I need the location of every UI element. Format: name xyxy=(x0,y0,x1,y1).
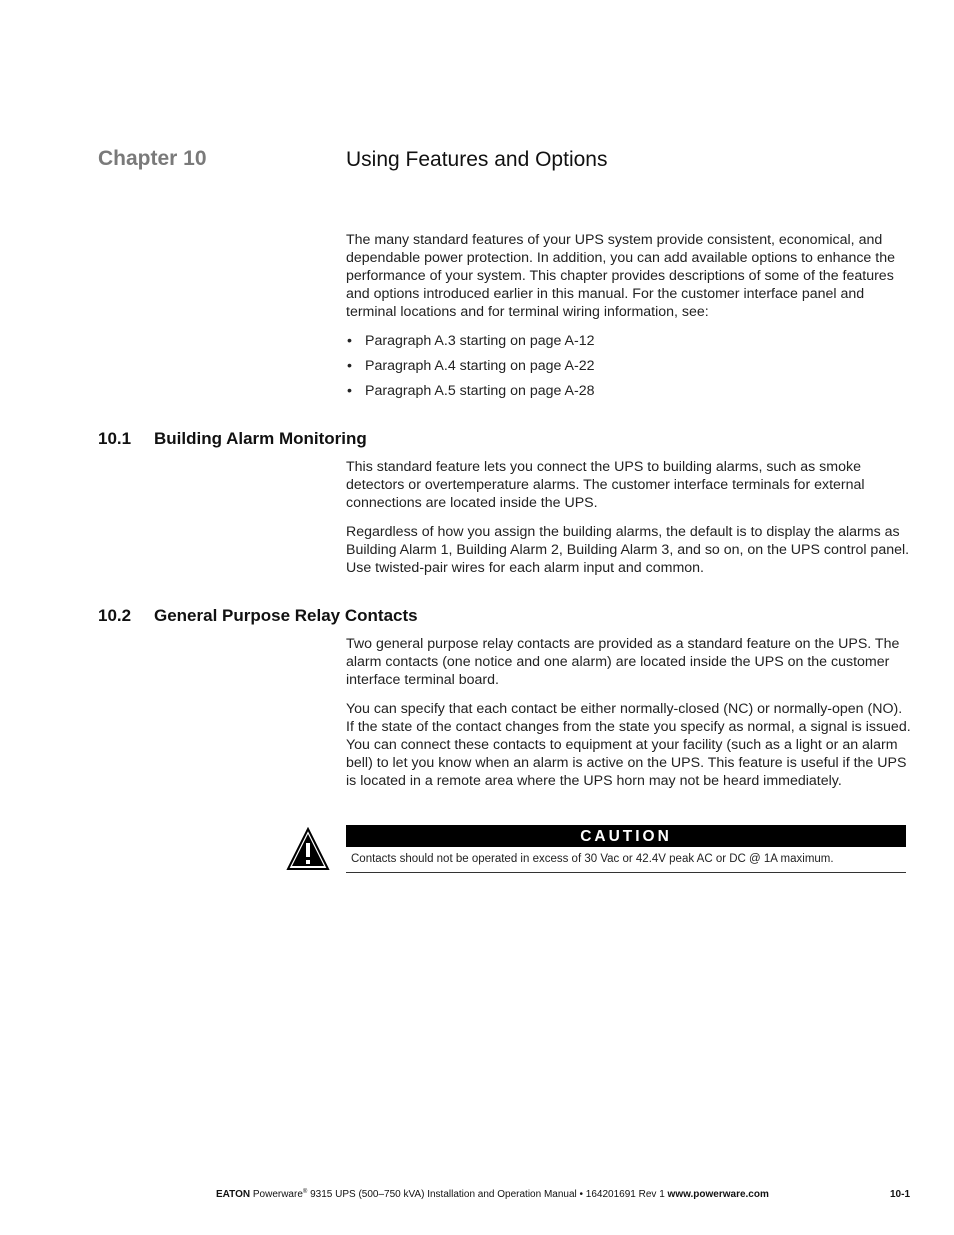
section-body-10-1 xyxy=(346,458,912,588)
section-number: 10.1 xyxy=(98,429,132,448)
paragraph: You can specify that each contact be either normally-closed (NC) or normally-open (NO). If the state of the contact changes from the state you specify as normal, a signal is issued. You can connect these contacts to equipment at your facility (such as a light or an alarm bell) to let you know when an alarm is active on the UPS. This feature is useful if the UPS is located in a remote area where the UPS horn may not be heard immediately. xyxy=(346,701,911,789)
footer-registered-mark: ® xyxy=(302,1189,308,1195)
caution-heading: CAUTION xyxy=(346,825,906,847)
list-item: • Paragraph A.5 starting on page A-28 xyxy=(346,382,912,400)
page-footer xyxy=(0,1189,954,1203)
section-title: General Purpose Relay Contacts xyxy=(154,606,418,625)
warning-triangle-icon xyxy=(286,827,330,871)
section-body-10-2 xyxy=(346,635,912,801)
chapter-label: Chapter 10 xyxy=(98,147,207,170)
paragraph: Two general purpose relay contacts are provided as a standard feature on the UPS. The alarm contacts (one notice and one alarm) are located inside the UPS on the customer interface terminal board. xyxy=(346,636,900,688)
footer-url: www.powerware.com xyxy=(667,1189,769,1200)
footer-model-title: 9315 UPS (500–750 kVA) Installation and Operation Manual • 164201691 Rev 1 xyxy=(307,1189,668,1200)
footer-document-info xyxy=(216,1189,769,1200)
chapter-title: Using Features and Options xyxy=(346,148,608,171)
list-item: • Paragraph A.4 starting on page A-22 xyxy=(346,357,912,375)
paragraph: This standard feature lets you connect the UPS to building alarms, such as smoke detectors or overtemperature alarms. The customer interface terminals for external connections are located inside the UPS. xyxy=(346,459,865,511)
paragraph: Regardless of how you assign the building alarms, the default is to display the alarms as Building Alarm 1, Building Alarm 2, Building Alarm 3, and so on, on the UPS control panel. Use twisted-pair wires for each alarm input and common. xyxy=(346,524,910,576)
caution-box xyxy=(346,825,906,873)
intro-paragraph: The many standard features of your UPS system provide consistent, economical, and dependable power protection. In addition, you can add available options to enhance the performance of your system. This chapter provides descriptions of some of the features and options introduced earlier in this manual. For the customer interface panel and terminal locations and for terminal wiring information, see: xyxy=(346,232,895,320)
footer-brand: EATON xyxy=(216,1189,251,1200)
section-number: 10.2 xyxy=(98,606,132,625)
section-title: Building Alarm Monitoring xyxy=(154,429,367,448)
footer-product: Powerware xyxy=(252,1189,303,1200)
caution-text: Contacts should not be operated in excess of 30 Vac or 42.4V peak AC or DC @ 1A maximum. xyxy=(346,847,906,873)
page-number: 10-1 xyxy=(890,1189,911,1200)
reference-list xyxy=(346,332,912,400)
section-heading-10-1 xyxy=(98,429,367,449)
section-heading-10-2 xyxy=(98,606,418,626)
intro-block xyxy=(346,231,912,407)
list-item: • Paragraph A.3 starting on page A-12 xyxy=(346,332,912,350)
